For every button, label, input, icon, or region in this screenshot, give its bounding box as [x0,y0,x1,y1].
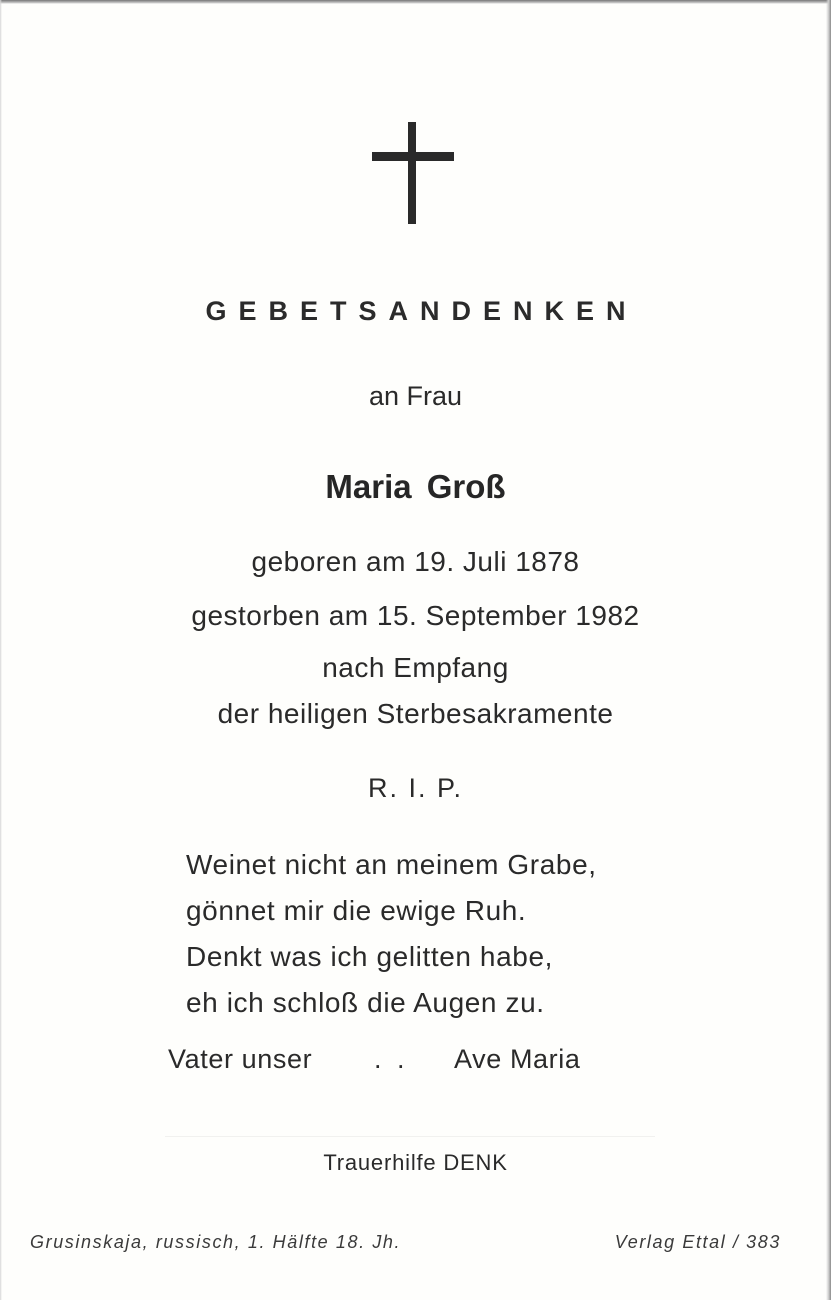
sacraments-line-2: der heiligen Sterbesakramente [217,698,614,729]
poem-line: Weinet nicht an meinem Grabe, [186,849,597,880]
sacraments-line-1: nach Empfang [322,652,509,683]
death-date: gestorben am 15. September 1982 [191,600,640,631]
birth-date: geboren am 19. Juli 1878 [251,546,580,577]
poem-line: eh ich schloß die Augen zu. [186,987,545,1018]
poem [186,842,597,1026]
divider [165,1136,655,1137]
publisher-credit: Verlag Ettal / 383 [614,1232,781,1252]
prayer-our-father: Vater unser [168,1044,313,1074]
card-right-edge [826,0,831,1300]
card-left-edge [0,0,2,1300]
deceased-name: Maria Groß [325,468,506,505]
card-heading: GEBETSANDENKEN [205,296,638,326]
cross-icon [372,122,454,224]
prayer-separator: . . [374,1044,409,1074]
poem-line: gönnet mir die ewige Ruh. [186,895,527,926]
poem-line: Denkt was ich gelitten habe, [186,941,554,972]
salutation: an Frau [368,381,463,411]
prayer-ave-maria: Ave Maria [454,1044,581,1074]
undertaker-name: Trauerhilfe DENK [323,1150,508,1175]
rip-text: R. I. P. [367,773,464,803]
card-top-edge [0,0,831,4]
image-credit: Grusinskaja, russisch, 1. Hälfte 18. Jh. [30,1232,402,1252]
